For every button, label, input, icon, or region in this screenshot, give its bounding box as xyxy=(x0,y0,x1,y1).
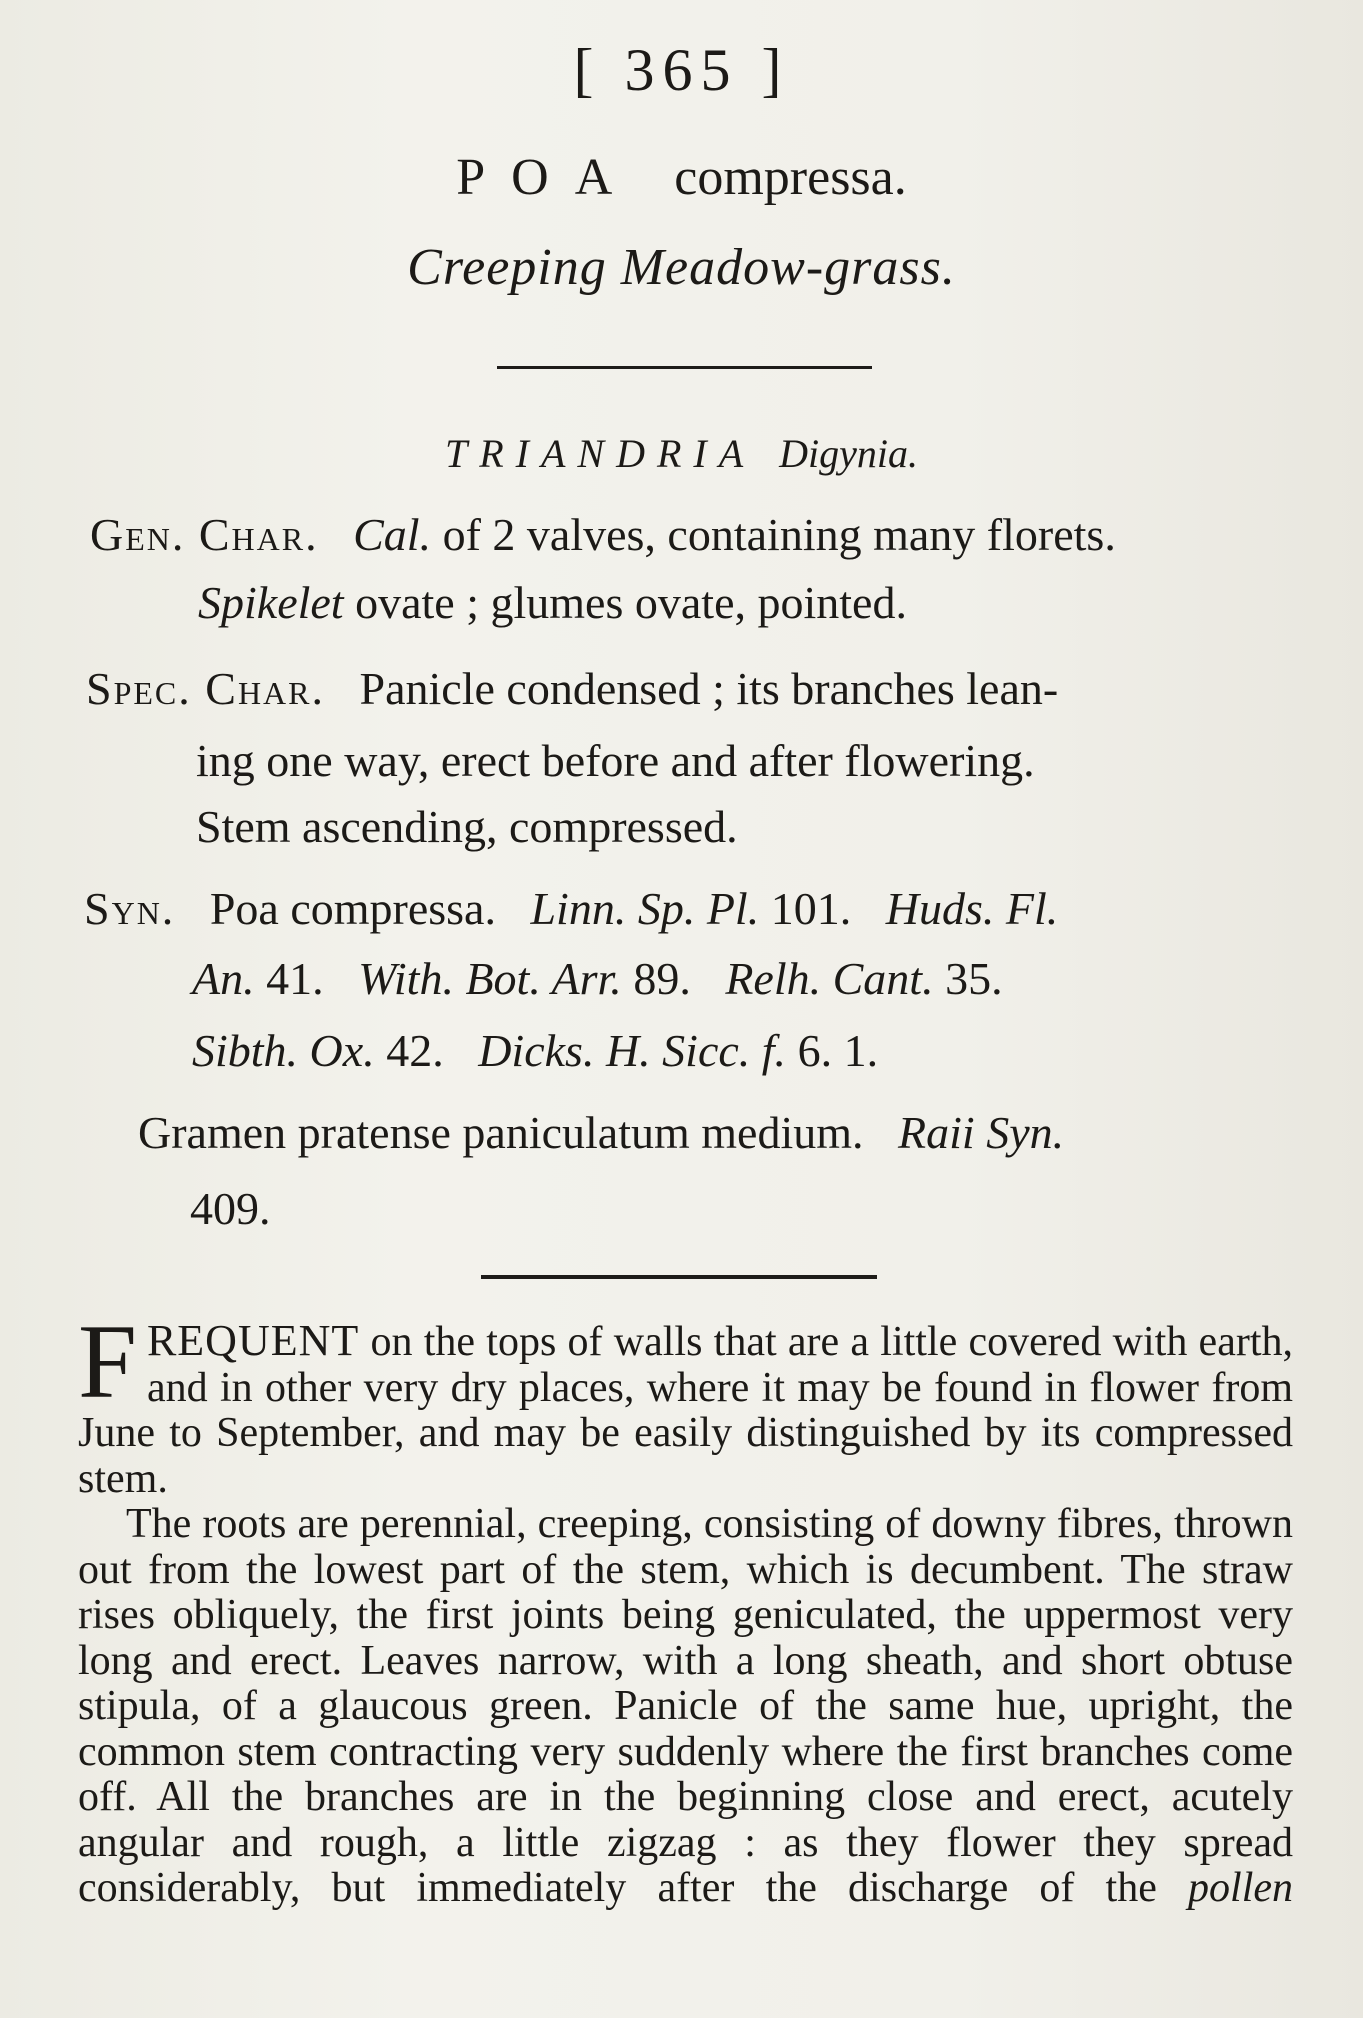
spec-char-line-1: Spec. Char. Panicle condensed ; its branches lean- xyxy=(86,663,1059,714)
page-number: [ 365 ] xyxy=(573,37,790,103)
spec-char-label: Spec. Char. xyxy=(86,663,326,714)
gen-char-label: Gen. Char. xyxy=(90,509,319,560)
order-name: Digynia. xyxy=(779,431,919,476)
gen-char-line-2: Spikelet ovate ; glumes ovate, pointed. xyxy=(198,577,907,628)
gen-char-line-1: Gen. Char. Cal. of 2 valves, containing many florets. xyxy=(90,509,1116,560)
paragraph-1: FREQUENT on the tops of walls that are a little covered with earth, and in other very dry places, where it may be found in flower from June to September, and may be easily distinguished by its compressed stem. xyxy=(78,1303,1293,1502)
top-divider xyxy=(497,366,872,369)
spec-char-line-3: Stem ascending, compressed. xyxy=(196,801,738,852)
drop-cap: F xyxy=(78,1303,137,1420)
syn-line-1: Syn. Poa compressa. Linn. Sp. Pl. 101. Huds. Fl. xyxy=(84,883,1059,934)
species-heading xyxy=(0,148,1363,207)
syn-line-4: Gramen pratense paniculatum medium. Raii Syn. xyxy=(138,1107,1065,1158)
description-body xyxy=(78,1303,1294,1912)
species-epithet: compressa. xyxy=(674,149,907,206)
paragraph-2: The roots are perennial, creeping, consisting of downy fibres, thrown out from the lowest part of the stem, which is decumbent. The straw rises obliquely, the first joints being geniculated, the uppermost very long and erect. Leaves narrow, with a long sheath, and short obtuse stipula, of a glaucous green. Panicle of the same hue, upright, the common stem contracting very suddenly where the first branches come off. All the branches are in the beginning close and erect, acutely angular and rough, a little zigzag : as they flower they spread considerably, but immediately after the discharge of the pollen xyxy=(78,1501,1294,1911)
bottom-divider xyxy=(481,1275,877,1279)
common-name: Creeping Meadow-grass. xyxy=(407,239,956,296)
syn-line-3: Sibth. Ox. 42. Dicks. H. Sicc. f. 6. 1. xyxy=(192,1025,879,1076)
syn-line-2: An. 41. With. Bot. Arr. 89. Relh. Cant. 35. xyxy=(192,953,1003,1004)
syn-label: Syn. xyxy=(84,883,176,934)
syn-line-5: 409. xyxy=(190,1183,271,1234)
linnaean-classification xyxy=(0,430,1363,477)
spec-char-line-2: ing one way, erect before and after flowering. xyxy=(196,735,1035,786)
class-name: TRIANDRIA xyxy=(444,431,756,476)
genus-name: POA xyxy=(456,149,639,206)
